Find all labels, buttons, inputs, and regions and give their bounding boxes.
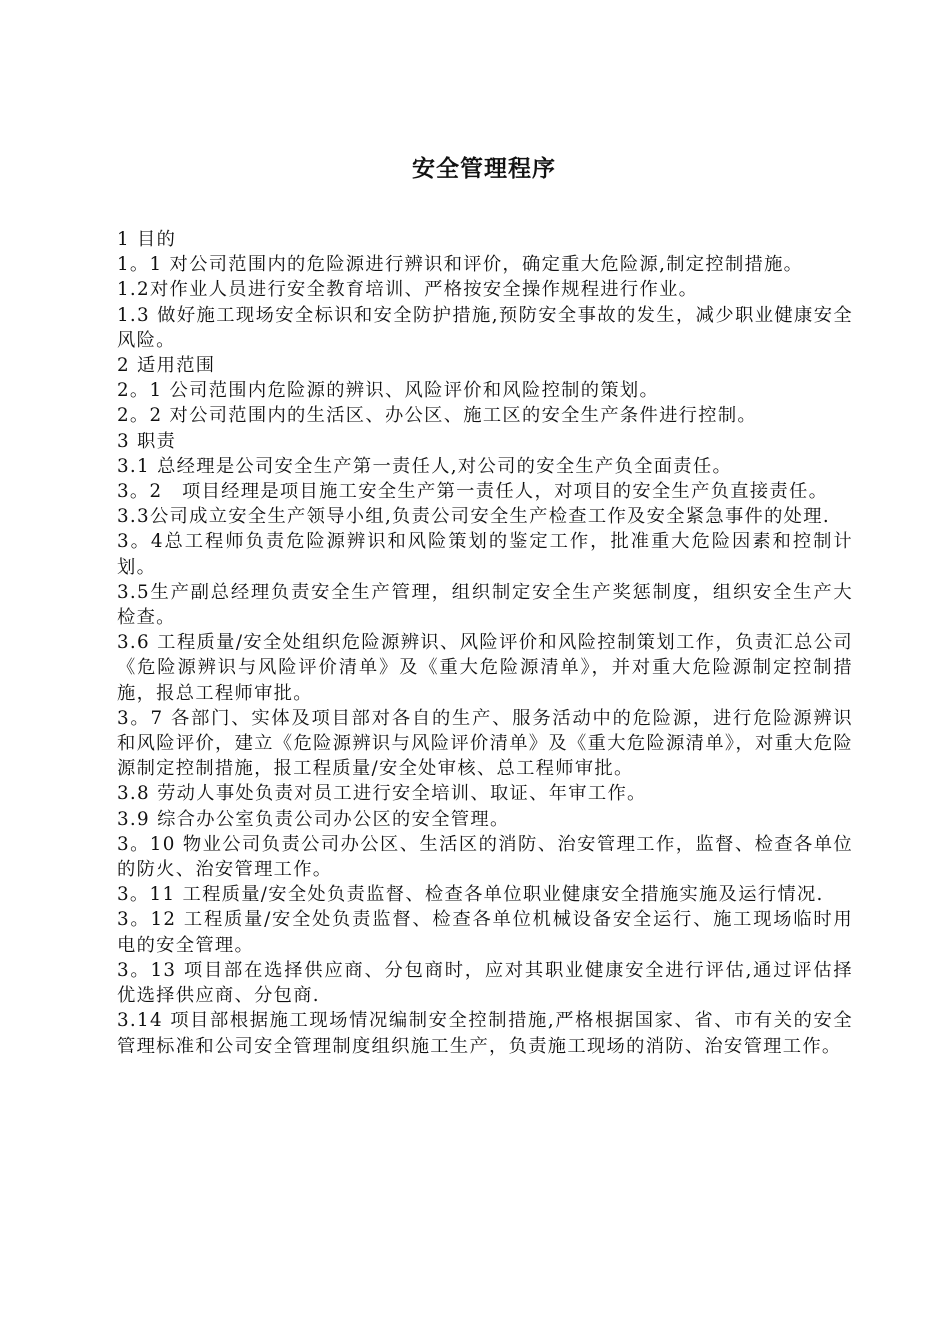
paragraph-3-9: 3.9 综合办公室负责公司办公区的安全管理。	[117, 808, 510, 830]
paragraph-1-2: 1.2对作业人员进行安全教育培训、严格按安全操作规程进行作业。	[117, 279, 699, 301]
paragraph-3-3: 3.3公司成立安全生产领导小组,负责公司安全生产检查工作及安全紧急事件的处理.	[117, 506, 830, 528]
heading-purpose: 1 目的	[117, 229, 177, 250]
document-body	[117, 227, 853, 1059]
paragraph-2-2: 2。2 对公司范围内的生活区、办公区、施工区的安全生产条件进行控制。	[117, 405, 757, 427]
paragraph-3-10: 3。10 物业公司负责公司办公区、生活区的消防、治安管理工作，监督、检查各单位的防火、治安管理工作。	[117, 833, 853, 881]
paragraph-1-1: 1。1 对公司范围内的危险源进行辨识和评价，确定重大危险源,制定控制措施。	[117, 254, 804, 276]
paragraph-2-1: 2。1 公司范围内危险源的辨识、风险评价和风险控制的策划。	[117, 380, 660, 402]
document-title: 安全管理程序	[412, 156, 556, 182]
paragraph-3-14: 3.14 项目部根据施工现场情况编制安全控制措施,严格根据国家、省、市有关的安全管理标准和公司安全管理制度组织施工生产，负责施工现场的消防、治安管理工作。	[117, 1010, 853, 1057]
heading-responsibilities: 3 职责	[117, 430, 177, 452]
paragraph-3-11: 3。11 工程质量/安全处负责监督、检查各单位职业健康安全措施实施及运行情况.	[117, 884, 824, 906]
paragraph-3-12: 3。12 工程质量/安全处负责监督、检查各单位机械设备安全运行、施工现场临时用电的安全管理。	[117, 909, 853, 956]
paragraph-3-13: 3。13 项目部在选择供应商、分包商时，应对其职业健康安全进行评估,通过评估择优选择供应商、分包商.	[117, 959, 853, 1007]
paragraph-3-1: 3.1 总经理是公司安全生产第一责任人,对公司的安全生产负全面责任。	[117, 455, 733, 477]
paragraph-3-6: 3.6 工程质量/安全处组织危险源辨识、风险评价和风险控制策划工作，负责汇总公司《危险源辨识与风险评价清单》及《重大危险源清单》，并对重大危险源制定控制措施，报总工程师审批。	[117, 632, 853, 704]
paragraph-3-4: 3。4总工程师负责危险源辨识和风险策划的鉴定工作，批准重大危险因素和控制计划。	[117, 531, 853, 578]
heading-scope: 2 适用范围	[117, 355, 216, 377]
paragraph-3-5: 3.5生产副总经理负责安全生产管理，组织制定安全生产奖惩制度，组织安全生产大检查。	[117, 581, 853, 629]
paragraph-3-8: 3.8 劳动人事处负责对员工进行安全培训、取证、年审工作。	[117, 783, 647, 805]
paragraph-3-7: 3。7 各部门、实体及项目部对各自的生产、服务活动中的危险源，进行危险源辨识和风险评价，建立《危险源辨识与风险评价清单》及《重大危险源清单》，对重大危险源制定控制措施，报工程质量/安全处审核、总工程师审批。	[117, 707, 853, 780]
paragraph-1-3: 1.3 做好施工现场安全标识和安全防护措施,预防安全事故的发生，减少职业健康安全风险。	[117, 304, 853, 351]
paragraph-3-2: 3。2 项目经理是项目施工安全生产第一责任人，对项目的安全生产负直接责任。	[117, 481, 829, 503]
